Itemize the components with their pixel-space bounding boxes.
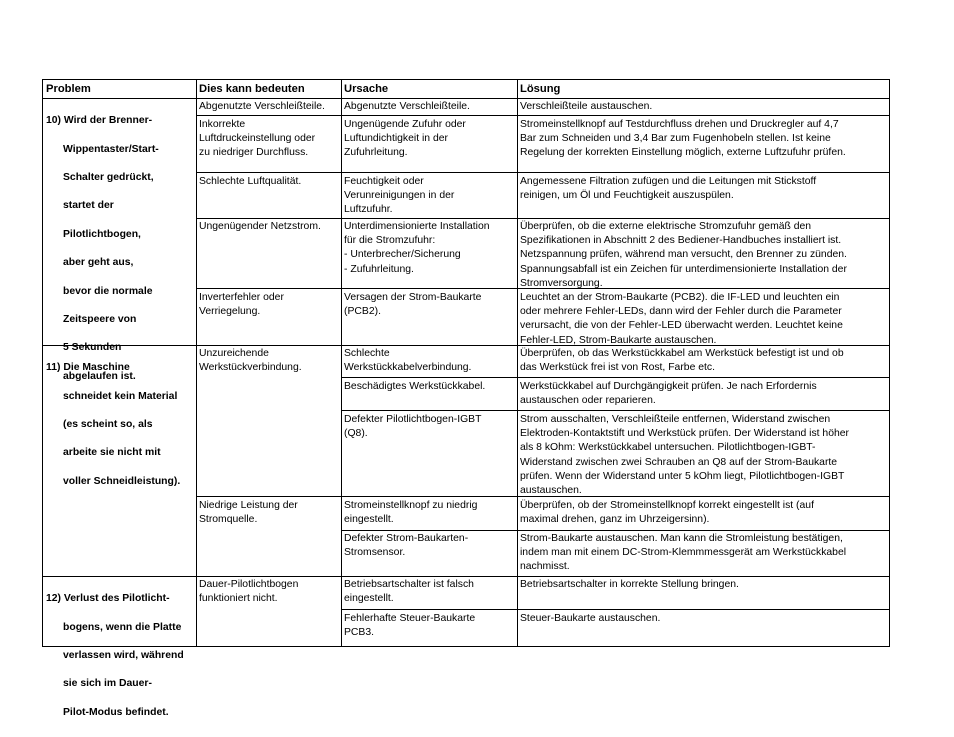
problem-line: 5 Sekunden	[63, 342, 122, 354]
solution-cell: Steuer-Baukarte austauschen.	[520, 613, 661, 624]
table-rule	[889, 79, 890, 647]
problem-line: startet der	[63, 200, 114, 212]
solution-cell: Verschleißteile austauschen.	[520, 101, 653, 112]
table-rule	[341, 609, 890, 610]
solution-cell: Strom ausschalten, Verschleißteile entfernen, Widerstand zwischen Elektroden-Kontaktstift und Werkstück prüfen. Der Widerstand ist höher als 8 kOhm: Werkstückkabel untersuchen. Pilotlichtbogen-IGBT- Widerstand zwischen zwei Schrauben an Q8 auf der Strom-Baukarte prüfen. Wenn der Widerstand unter 5 kOhm liegt, Pilotlichtbogen-IGBT austauschen.	[520, 414, 849, 497]
problem-line: bogens, wenn die Platte	[63, 621, 182, 633]
header-meaning: Dies kann bedeuten	[199, 83, 305, 95]
cause-cell: Unterdimensionierte Installation für die Stromzufuhr: - Unterbrecher/Sicherung - Zufuhrleitung.	[344, 221, 490, 275]
solution-cell: Überprüfen, ob der Stromeinstellknopf korrekt eingestellt ist (auf maximal drehen, ganz im Uhrzeigersinn).	[520, 500, 814, 526]
table-rule	[341, 79, 342, 647]
problem-line: abgelaufen ist.	[63, 370, 136, 382]
problem-line: verlassen wird, während	[63, 650, 184, 662]
problem-12	[46, 578, 196, 734]
problem-line: Zeitspeere von	[63, 314, 137, 326]
problem-line: 11) Die Maschine	[46, 362, 130, 374]
solution-cell: Betriebsartschalter in korrekte Stellung bringen.	[520, 579, 739, 590]
meaning-cell: Ungenügender Netzstrom.	[199, 221, 321, 232]
table-rule	[42, 98, 890, 99]
problem-line: arbeite sie nicht mit	[63, 447, 161, 459]
solution-cell: Leuchtet an der Strom-Baukarte (PCB2). die IF-LED und leuchten ein oder mehrere Fehler-LEDs, dann wird der Fehler durch die Parameter verursacht, die von der Fehler-LED überwacht werden. Leuchtet keine Fehler-LED, Strom-Baukarte austauschen.	[520, 292, 843, 346]
meaning-cell: Inverterfehler oder Verriegelung.	[199, 292, 284, 318]
problem-line: Wippentaster/Start-	[63, 143, 159, 155]
header-solution: Lösung	[520, 83, 561, 95]
table-rule	[196, 115, 890, 116]
problem-line: bevor die normale	[63, 285, 153, 297]
problem-line: Pilotlichtbogen,	[63, 228, 141, 240]
problem-line: aber geht aus,	[63, 257, 134, 269]
problem-line: 10) Wird der Brenner-	[46, 115, 153, 127]
cause-cell: Defekter Strom-Baukarten- Stromsensor.	[344, 533, 469, 559]
solution-cell: Überprüfen, ob die externe elektrische Stromzufuhr gemäß den Spezifikationen in Abschnitt 2 des Bediener-Handbuches installiert ist. Netzspannung prüfen, während man versucht, den Brenner zu zünden. Spannungsabfall ist ein Zeichen für unterdimensionierte Installation der Stromversorgung.	[520, 221, 847, 289]
solution-cell: Werkstückkabel auf Durchgängigkeit prüfen. Je nach Erfordernis austauschen oder reparieren.	[520, 381, 817, 407]
problem-line: schneidet kein Material	[63, 390, 178, 402]
table-rule	[196, 172, 890, 173]
cause-cell: Abgenutzte Verschleißteile.	[344, 101, 470, 112]
table-rule	[196, 79, 197, 647]
problem-line: (es scheint so, als	[63, 419, 153, 431]
table-rule	[341, 410, 890, 411]
table-rule	[42, 576, 890, 577]
cause-cell: Versagen der Strom-Baukarte (PCB2).	[344, 292, 482, 318]
solution-cell: Überprüfen, ob das Werkstückkabel am Werkstück befestigt ist und ob das Werkstück frei ist von Rost, Farbe etc.	[520, 348, 844, 374]
table-rule	[341, 377, 890, 378]
cause-cell: Schlechte Werkstückkabelverbindung.	[344, 348, 472, 374]
problem-line: voller Schneidleistung).	[63, 475, 181, 487]
cause-cell: Defekter Pilotlichtbogen-IGBT (Q8).	[344, 414, 482, 440]
solution-cell: Stromeinstellknopf auf Testdurchfluss drehen und Druckregler auf 4,7 Bar zum Schneiden und 3,4 Bar zum Fugenhobeln stellen. Ist keine Regelung der korrekten Einstellung möglich, externe Luftzufuhr prüfen.	[520, 119, 846, 159]
cause-cell: Fehlerhafte Steuer-Baukarte PCB3.	[344, 613, 476, 639]
cause-cell: Feuchtigkeit oder Verunreinigungen in der Luftzufuhr.	[344, 176, 455, 216]
solution-cell: Strom-Baukarte austauschen. Man kann die Stromleistung bestätigen, indem man mit einem DC-Strom-Klemmmessgerät am Werkstückkabel nachmisst.	[520, 533, 847, 573]
solution-cell: Angemessene Filtration zufügen und die Leitungen mit Stickstoff reinigen, um Öl und Feuchtigkeit auszuspülen.	[520, 176, 817, 202]
problem-line: 12) Verlust des Pilotlicht-	[46, 593, 170, 605]
cause-cell: Beschädigtes Werkstückkabel.	[344, 381, 486, 392]
problem-line: sie sich im Dauer-	[63, 678, 152, 690]
meaning-cell: Unzureichende Werkstückverbindung.	[199, 348, 302, 374]
problem-line: Schalter gedrückt,	[63, 172, 154, 184]
table-rule	[42, 79, 890, 80]
table-rule	[42, 79, 43, 647]
table-rule	[196, 218, 890, 219]
header-cause: Ursache	[344, 83, 389, 95]
meaning-cell: Dauer-Pilotlichtbogen funktioniert nicht.	[199, 579, 299, 605]
problem-11	[46, 347, 196, 503]
meaning-cell: Abgenutzte Verschleißteile.	[199, 101, 325, 112]
cause-cell: Betriebsartschalter ist falsch eingestellt.	[344, 579, 474, 605]
meaning-cell: Inkorrekte Luftdruckeinstellung oder zu niedriger Durchfluss.	[199, 119, 316, 159]
meaning-cell: Schlechte Luftqualität.	[199, 176, 302, 187]
cause-cell: Stromeinstellknopf zu niedrig eingestellt.	[344, 500, 478, 526]
meaning-cell: Niedrige Leistung der Stromquelle.	[199, 500, 298, 526]
cause-cell: Ungenügende Zufuhr oder Luftundichtigkeit in der Zufuhrleitung.	[344, 119, 466, 159]
table-rule	[517, 79, 518, 647]
header-problem: Problem	[46, 83, 91, 95]
table-rule	[341, 530, 890, 531]
problem-line: Pilot-Modus befindet.	[63, 706, 169, 718]
